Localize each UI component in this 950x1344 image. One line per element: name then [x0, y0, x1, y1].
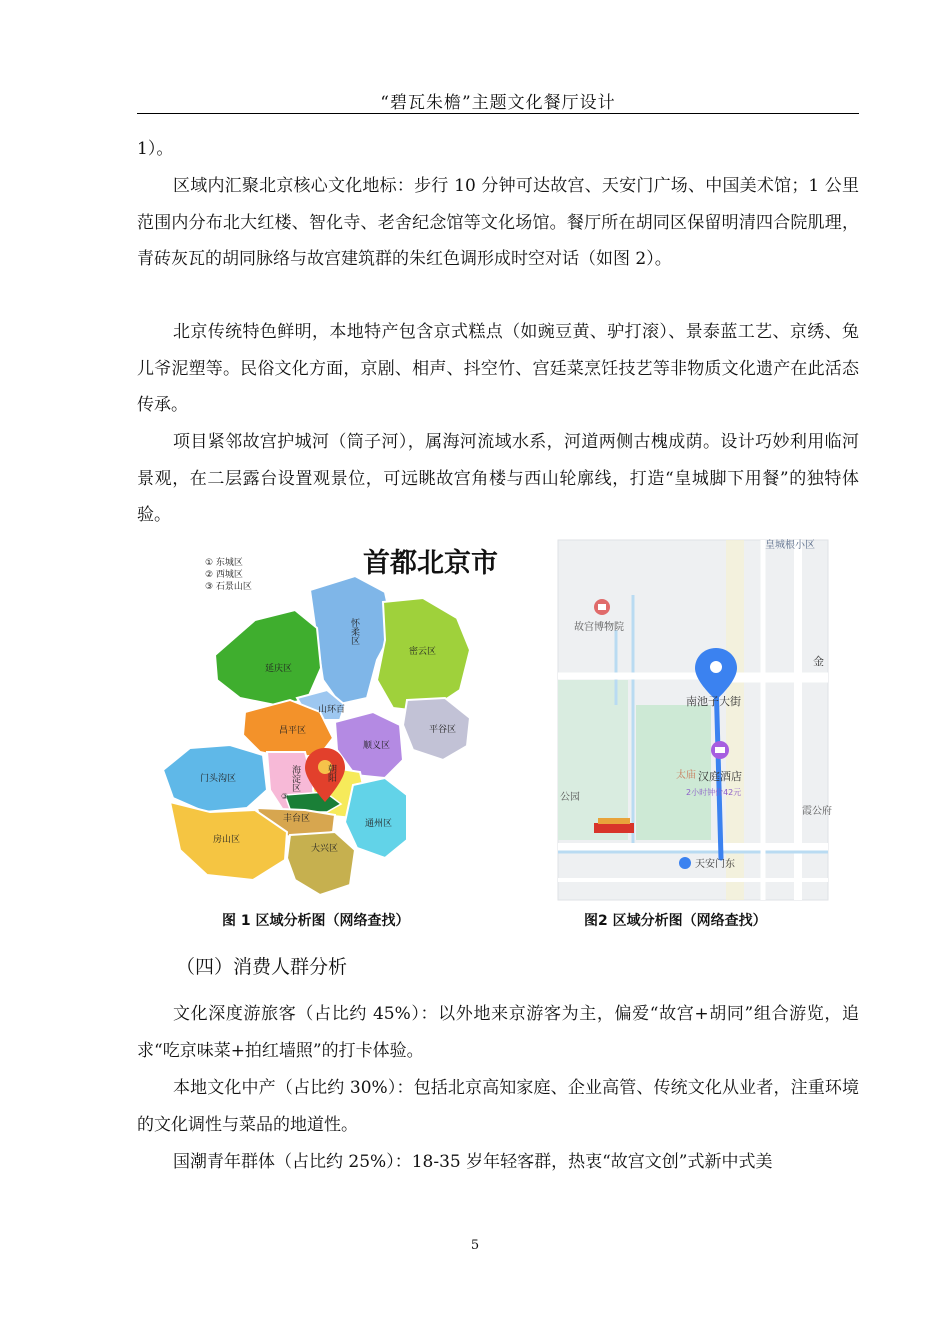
figure-2-caption: 图2 区域分析图（网络查找） — [584, 913, 767, 929]
label-yanqing: 延庆区 — [265, 664, 293, 674]
label-fengtai: 丰台区 — [283, 814, 311, 824]
label-chaoyang: 朝阳 — [326, 764, 336, 782]
legend-shijingshan: ③ 石景山区 — [205, 582, 252, 592]
label-street: 南池子大街 — [686, 695, 741, 708]
paragraph-consumer-tourists: 文化深度游旅客（占比约 45%）：以外地来京游客为主，偏爱“故宫+胡同”组合游览，追求“吃京味菜+拍红墙照”的打卡体验。 — [137, 1004, 859, 1061]
label-miyun: 密云区 — [409, 647, 437, 657]
street-map — [558, 540, 832, 900]
paragraph-specialties: 北京传统特色鲜明，本地特产包含京式糕点（如豌豆黄、驴打滚）、景泰蓝工艺、京绣、兔儿爷泥塑等。民俗文化方面，京剧、相声、抖空竹、宫廷菜烹饪技艺等非物质文化遗产在此活态传承。 — [137, 322, 859, 415]
section-heading: （四）消费人群分析 — [176, 956, 348, 978]
label-subway: 天安门东 — [695, 859, 735, 870]
label-pinggu: 平谷区 — [429, 725, 457, 735]
label-shisanling: 山环百 — [318, 705, 346, 715]
label-jin: 金 — [813, 655, 824, 668]
legend-dongcheng: ① 东城区 — [205, 558, 243, 568]
label-changping: 昌平区 — [279, 726, 307, 736]
subway-icon — [679, 857, 691, 869]
hotel-icon — [711, 741, 729, 759]
label-hotel: 汉庭酒店 — [698, 770, 742, 783]
label-mentougou: 门头沟区 — [200, 774, 237, 784]
paragraph-consumer-local: 本地文化中产（占比约 30%）：包括北京高知家庭、企业高管、传统文化从业者，注重环境的文化调性与菜品的地道性。 — [137, 1078, 859, 1135]
running-header: “碧瓦朱檐”主题文化餐厅设计 — [380, 93, 616, 113]
label-top-right: 皇城根小区 — [765, 540, 815, 551]
label-haidian: 海淀区 — [290, 765, 300, 792]
beijing-district-map — [145, 540, 520, 900]
label-museum: 故宫博物院 — [574, 622, 624, 633]
figure-1-caption: 图 1 区域分析图（网络查找） — [222, 913, 410, 929]
label-taimiao: 太庙 — [676, 770, 696, 781]
label-tongzhou: 通州区 — [365, 819, 393, 829]
label-office: 霞公府 — [802, 806, 832, 817]
label-shunyi: 顺义区 — [363, 741, 391, 751]
paragraph-river: 项目紧邻故宫护城河（筒子河），属海河流域水系，河道两侧古槐成荫。设计巧妙利用临河景观，在二层露台设置观景位，可远眺故宫角楼与西山轮廓线，打造“皇城脚下用餐”的独特体验。 — [137, 432, 859, 525]
label-fangshan: 房山区 — [213, 835, 241, 845]
museum-icon — [594, 599, 610, 615]
label-daxing: 大兴区 — [311, 844, 339, 854]
label-huairou: 怀柔区 — [349, 618, 359, 645]
legend-xicheng: ② 西城区 — [205, 570, 243, 580]
paragraph-continuation: 1）。 — [137, 139, 174, 159]
label-marker3: ③ — [281, 792, 289, 801]
paragraph-landmarks: 区域内汇聚北京核心文化地标：步行 10 分钟可达故宫、天安门广场、中国美术馆；1 公里范围内分布北大红楼、智化寺、老舍纪念馆等文化场馆。餐厅所在胡同区保留明清四合院肌理，青砖灰瓦的胡同脉络与故宫建筑群的朱红色调形成时空对话（如图 2）。 — [137, 176, 859, 269]
label-park: 公园 — [560, 792, 580, 803]
paragraph-consumer-youth: 国潮青年群体（占比约 25%）：18-35 岁年轻客群，热衷“故宫文创”式新中式美 — [173, 1152, 773, 1172]
map-title: 首都北京市 — [363, 548, 498, 579]
page-number: 5 — [470, 1238, 480, 1253]
header-rule — [137, 113, 859, 114]
label-hotel-price: 2小时钟价42元 — [686, 788, 742, 797]
tiananmen-icon — [594, 818, 634, 833]
